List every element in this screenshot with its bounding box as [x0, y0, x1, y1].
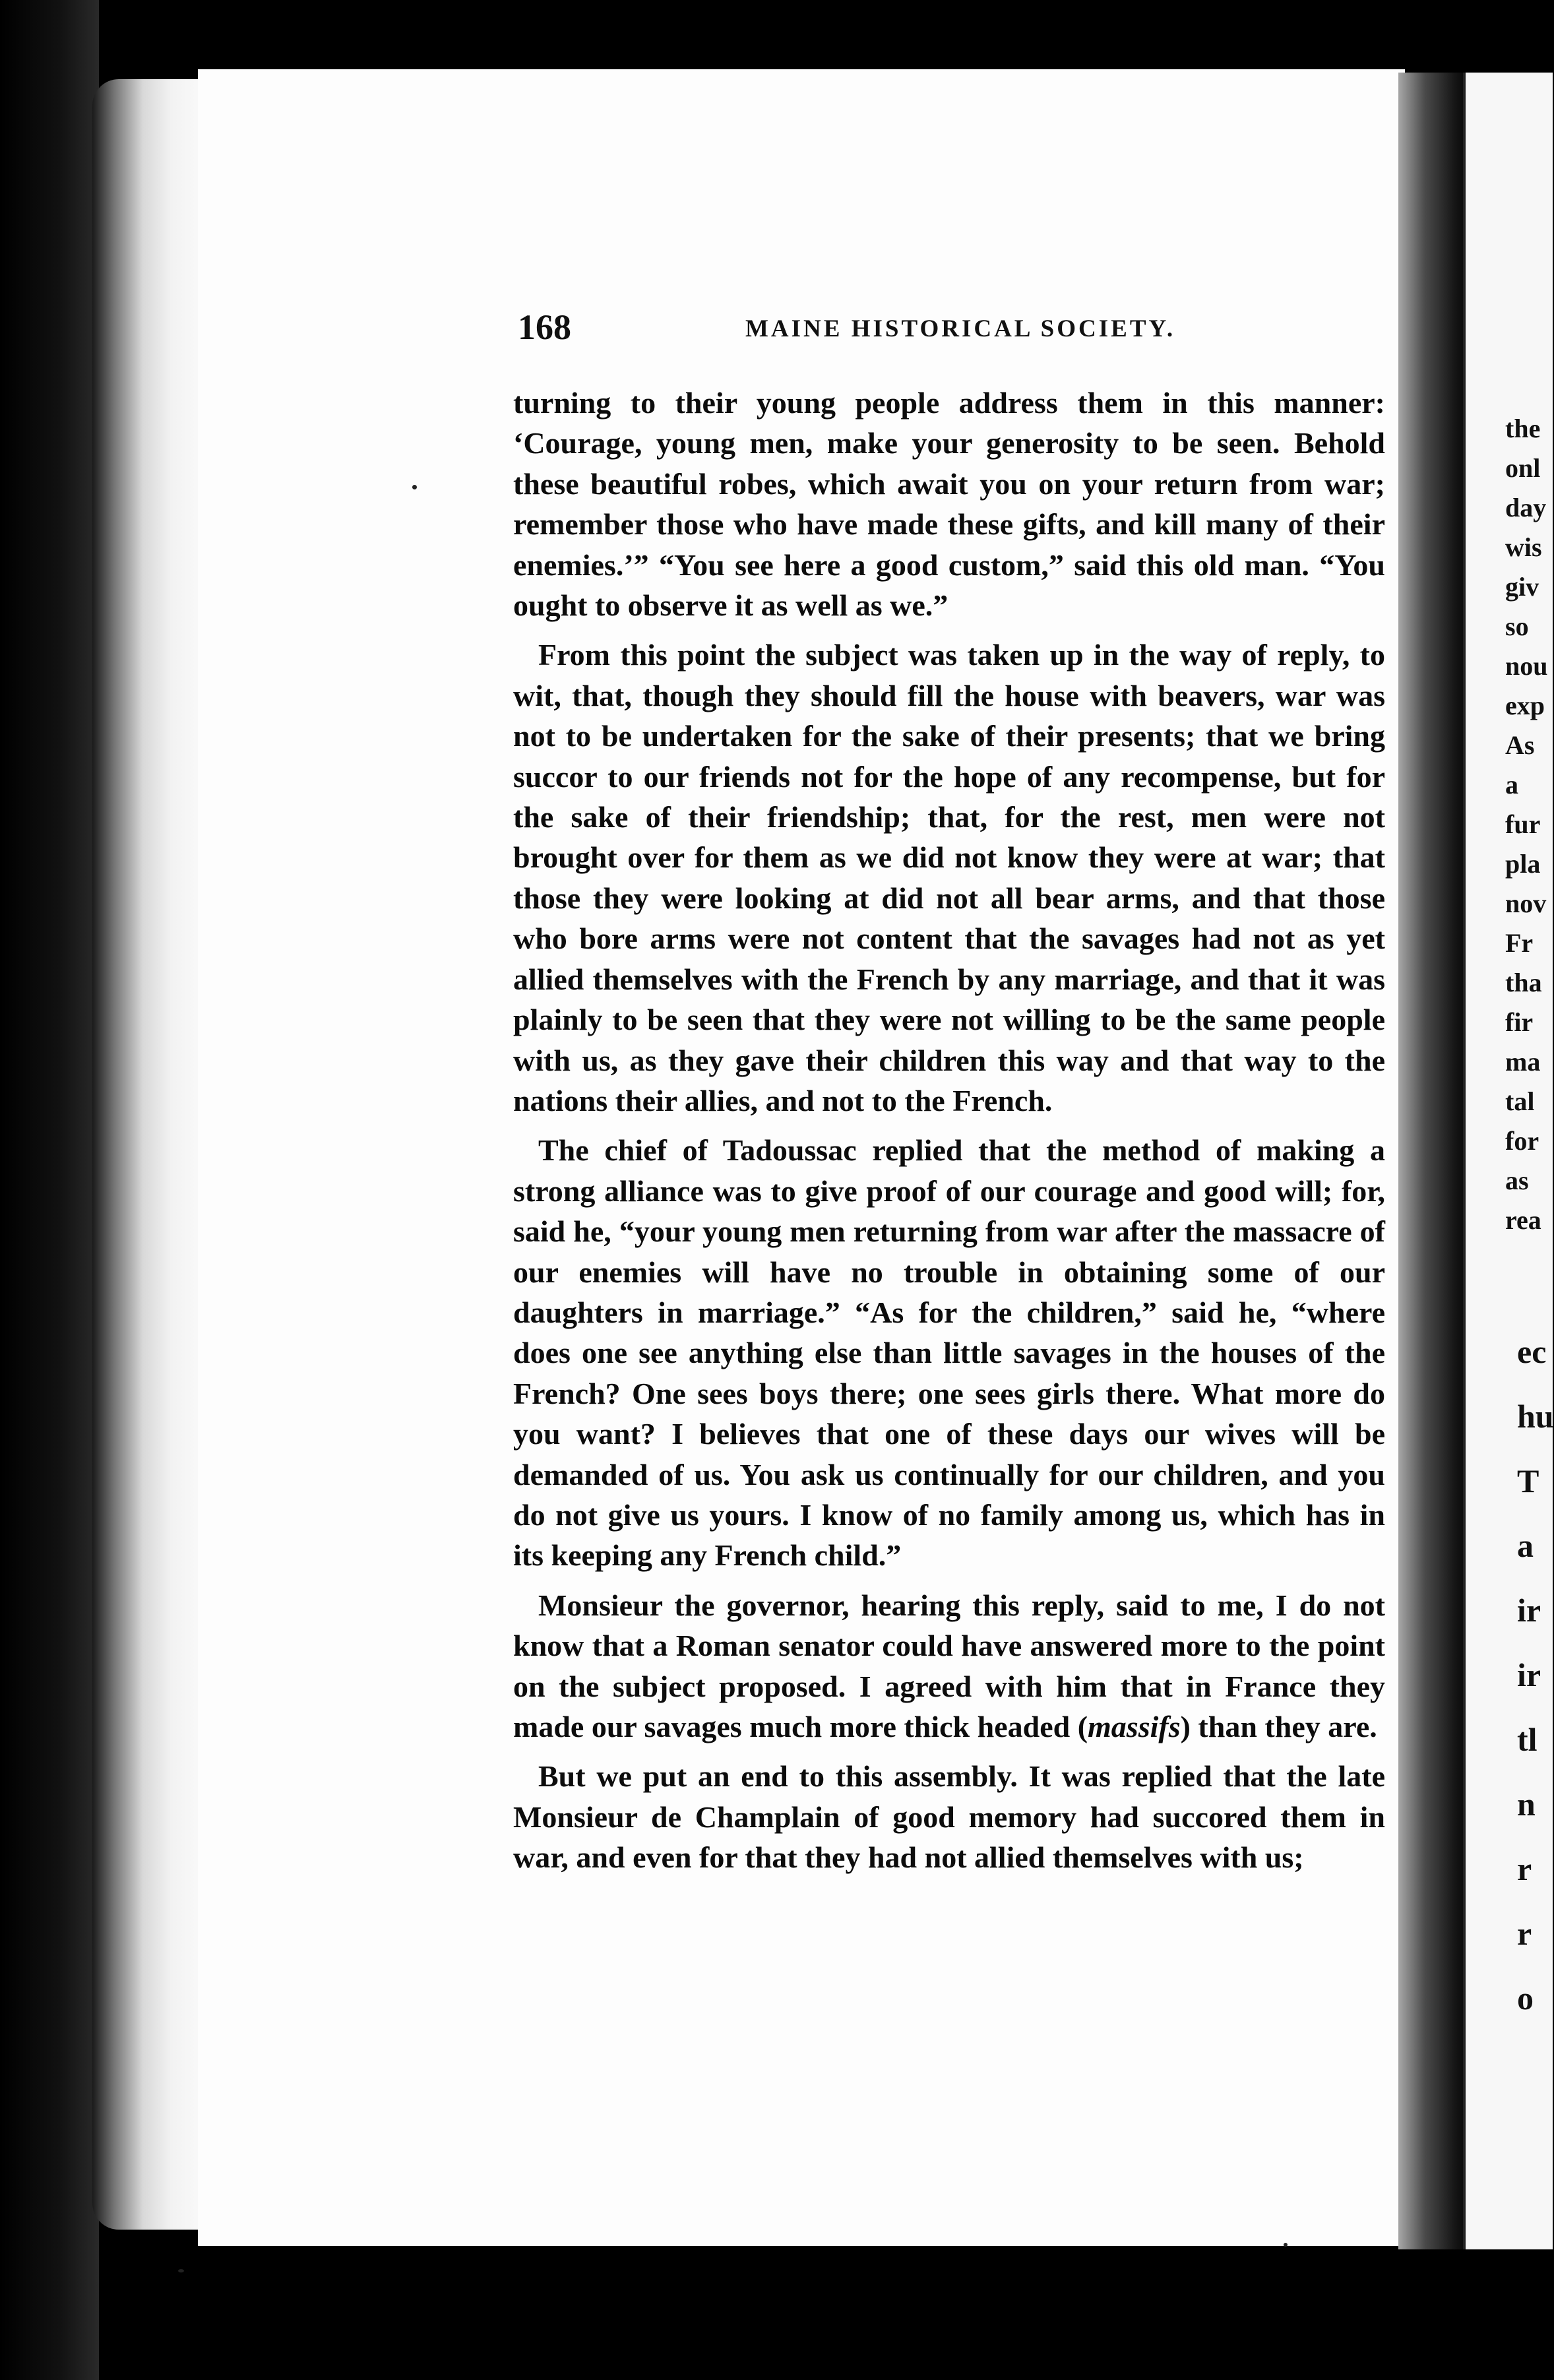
- paragraph: turning to their young people address them in this manner: ‘Courage, young men, make your generosity to be seen. Behold these beautiful robes, which await you on your return from war; remember those who have made these gifts, and kill many of their enemies.’” “You see here a good custom,” said this old man. “You ought to observe it as well as we.”: [513, 386, 1385, 623]
- facing-word: wis: [1505, 532, 1542, 562]
- facing-word: n: [1517, 1786, 1536, 1823]
- facing-word: the: [1505, 414, 1541, 443]
- facing-word: ma: [1505, 1047, 1541, 1077]
- running-header: [518, 307, 1395, 353]
- facing-word: as: [1505, 1166, 1529, 1195]
- running-title: MAINE HISTORICAL SOCIETY.: [745, 315, 1176, 342]
- facing-word: tl: [1517, 1721, 1538, 1758]
- facing-word: nov: [1505, 889, 1547, 918]
- facing-word: for: [1505, 1126, 1539, 1156]
- facing-word: hu: [1517, 1398, 1554, 1435]
- facing-page-text-lower: [1517, 1319, 1554, 2030]
- facing-word: a: [1505, 770, 1518, 799]
- page-number: 168: [518, 307, 571, 347]
- facing-word: o: [1517, 1980, 1534, 2017]
- paragraph: [513, 1585, 1385, 1747]
- facing-word: giv: [1505, 572, 1539, 602]
- facing-word: exp: [1505, 691, 1545, 720]
- ink-speck: [412, 485, 417, 489]
- paragraph-text: Monsieur the governor, hearing this reply, said to me, I do not know that a Roman senator could have answered more to the point on the subject proposed. I agreed with him that in France they made our savages much more thick headed (: [513, 1588, 1385, 1743]
- facing-word: ir: [1517, 1656, 1541, 1693]
- book-spine-shadow: [0, 0, 99, 2380]
- facing-word: fir: [1505, 1007, 1534, 1037]
- facing-word: so: [1505, 611, 1529, 641]
- facing-word: nou: [1505, 651, 1548, 681]
- facing-word: onl: [1505, 453, 1541, 483]
- facing-word: fur: [1505, 809, 1541, 839]
- ink-speck: [178, 2269, 184, 2272]
- facing-word: ec: [1517, 1333, 1547, 1370]
- facing-word: ir: [1517, 1592, 1541, 1629]
- ink-speck: [1284, 2243, 1288, 2247]
- facing-word: rea: [1505, 1205, 1541, 1235]
- facing-word: tha: [1505, 968, 1542, 997]
- facing-word: Fr: [1505, 928, 1534, 958]
- italic-term: massifs: [1088, 1710, 1181, 1743]
- facing-word: r: [1517, 1915, 1532, 1952]
- facing-word: a: [1517, 1527, 1534, 1564]
- facing-word: day: [1505, 493, 1547, 522]
- paragraph: The chief of Tadoussac replied that the method of making a strong alliance was to give proof of our courage and good will; for, said he, “your young men returning from war after the massacre of our enemies will have no trouble in obtaining some of our daughters in marriage.” “As for the children,” said he, “where does one see anything else than little savages in the houses of the French? One sees boys there; one sees girls there. What more do you want? I believes that one of these days our wives will be demanded of us. You ask us continually for our children, and you do not give us yours. I know of no family among us, which has in its keeping any French child.”: [513, 1133, 1385, 1573]
- facing-word: As: [1505, 730, 1535, 760]
- facing-word: T: [1517, 1462, 1539, 1499]
- body-text: [513, 383, 1385, 1887]
- facing-word: pla: [1505, 849, 1541, 879]
- paragraph-text: ) than they are.: [1180, 1710, 1377, 1743]
- paragraph: But we put an end to this assembly. It was replied that the late Monsieur de Champlain of good memory had succored them in war, and even for that they had not allied themselves with us;: [513, 1759, 1385, 1875]
- facing-word: r: [1517, 1850, 1532, 1887]
- paragraph: From this point the subject was taken up in the way of reply, to wit, that, though they should fill the house with beavers, war was not to be undertaken for the sake of their presents; that we bring succor to our friends not for the hope of any recompense, but for the sake of their friendship; that, for the rest, men were not brought over for them as we did not know they were at war; that those they were looking at did not all bear arms, and that those who bore arms were not content that the savages had not as yet allied themselves with the French by any marriage, and that it was plainly to be seen that they were not willing to be the same people with us, as they gave their children this way and that way to the nations their allies, and not to the French.: [513, 638, 1385, 1117]
- facing-page-text-upper: [1505, 409, 1550, 1240]
- previous-page-edges: [92, 79, 204, 2230]
- facing-word: tal: [1505, 1086, 1535, 1116]
